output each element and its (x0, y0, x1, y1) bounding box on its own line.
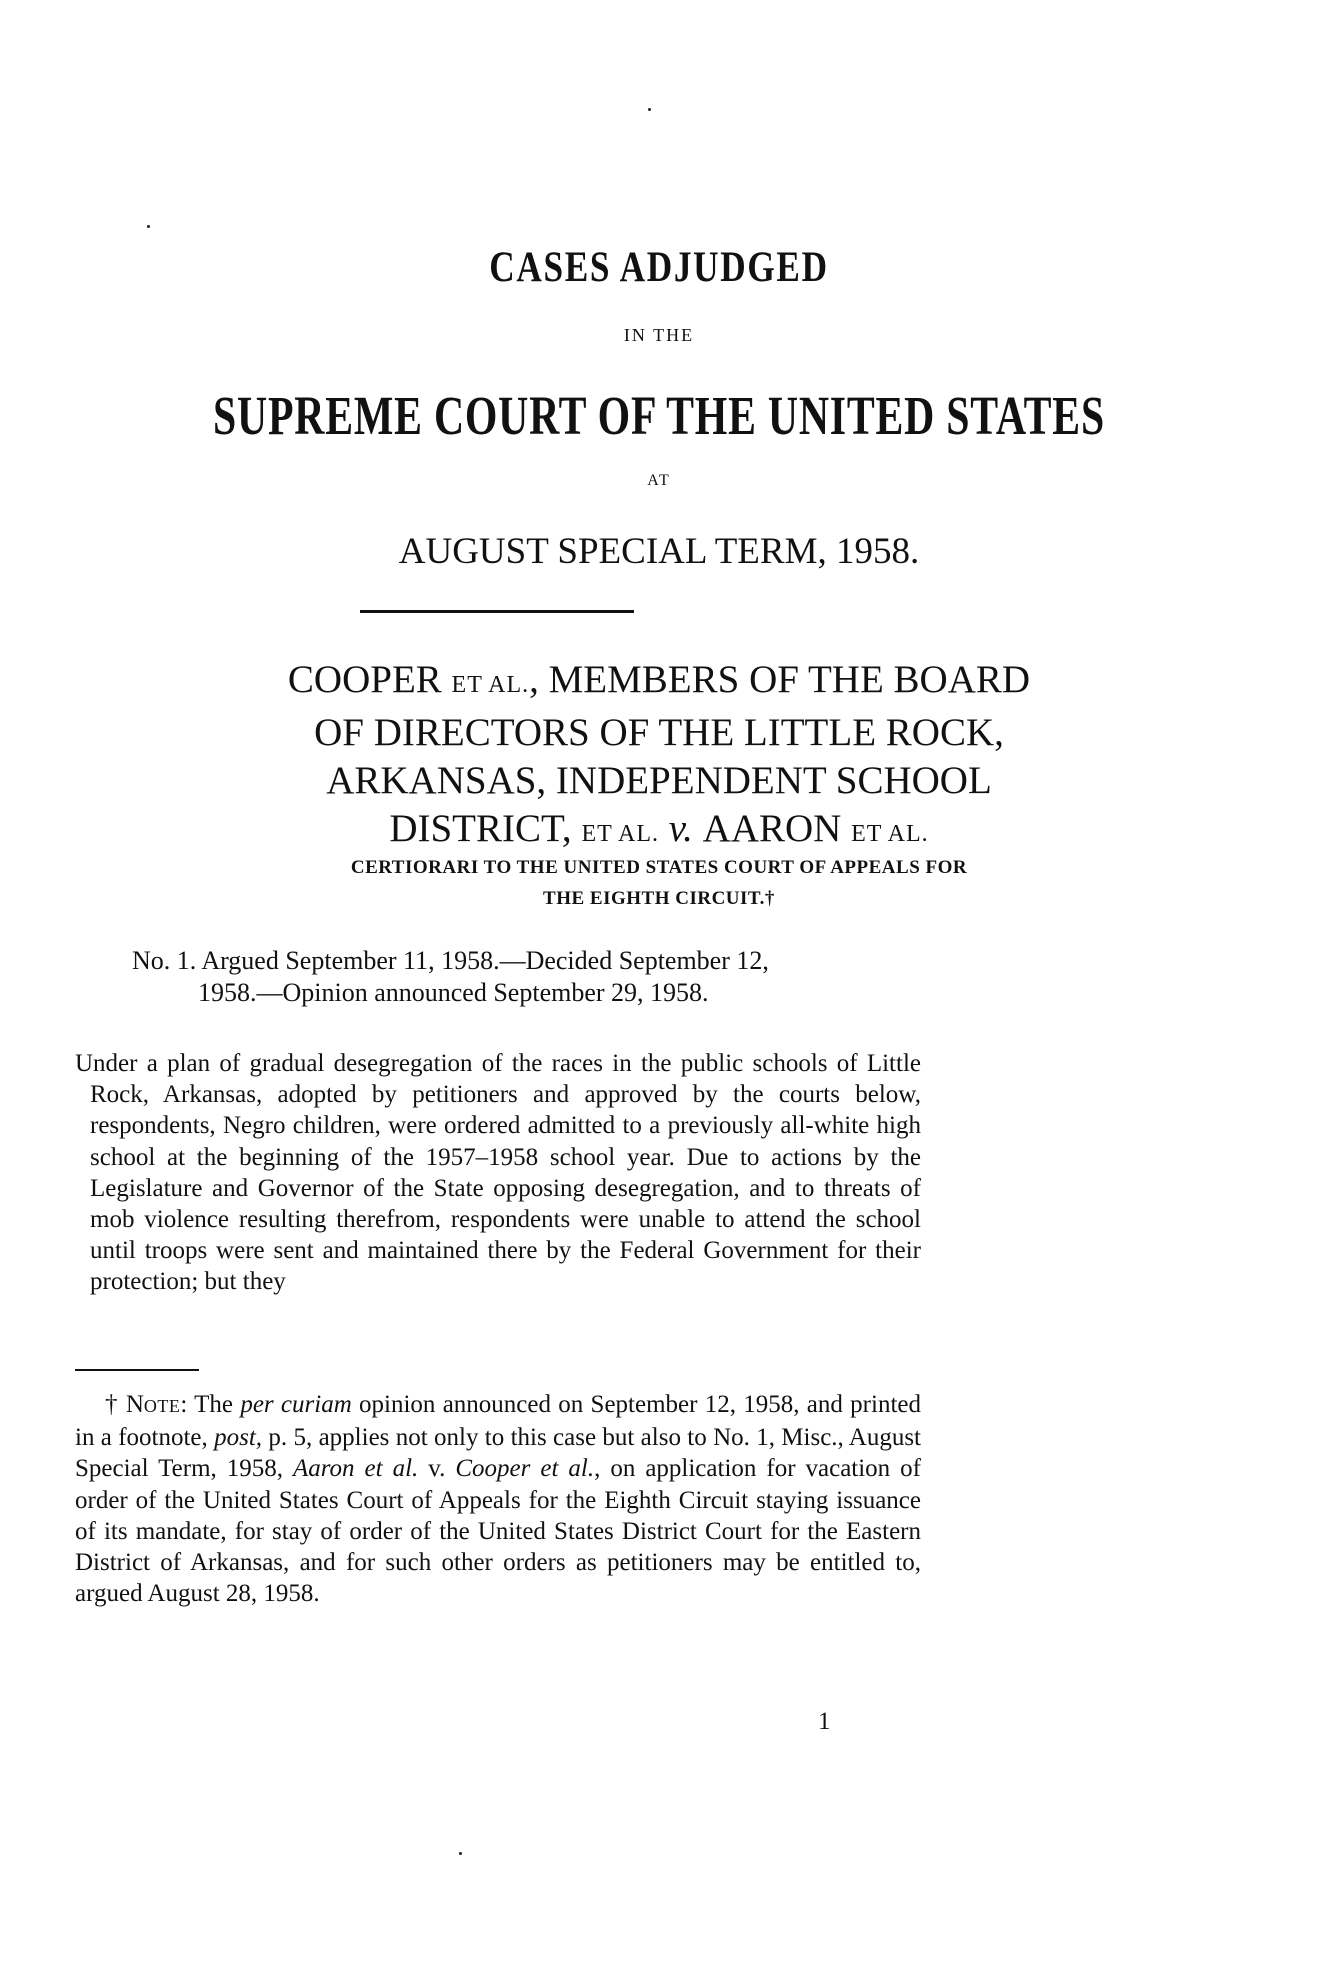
scan-speck (648, 108, 651, 111)
case-title (0, 656, 1318, 858)
docket-info: No. 1. Argued September 11, 1958.—Decided September 12, 1958.—Opinion announced September 29, 1958. (132, 946, 769, 1007)
heading-court-title: SUPREME COURT OF THE UNITED STATES (213, 385, 1105, 446)
case-title-line-2: OF DIRECTORS OF THE LITTLE ROCK, (314, 711, 1004, 754)
heading-at: AT (647, 472, 671, 489)
header-divider (360, 610, 634, 613)
footnote: † NOTE: The per curiam opinion announced on September 12, 1958, and printed in a footnote, post, p. 5, applies not only to this case but also to No. 1, Misc., August Special Term, 1958, Aaron et al. v. Cooper et al., on application for vacation of order of the United States Court of Appeals for the Eighth Circuit staying issuance of its mandate, for stay of order of the United States District Court for the Eastern District of Arkansas, and for such other orders as petitioners may be entitled to, argued August 28, 1958. (75, 1391, 921, 1608)
scan-speck (459, 1852, 462, 1855)
syllabus-paragraph: Under a plan of gradual desegregation of the races in the public schools of Little Rock, Arkansas, adopted by petitioners and approved by the courts below, respondents, Negro children, were ordered admitted to a previously all-white high school at the beginning of the 1957–1958 school year. Due to actions by the Legislature and Governor of the State opposing desegregation, and to threats of mob violence resulting therefrom, respondents were unable to attend the school until troops were sent and maintained there by the Federal Government for their protection; but they (75, 1050, 921, 1296)
case-title-line-3: ARKANSAS, INDEPENDENT SCHOOL (326, 759, 992, 802)
footnote-divider (75, 1369, 199, 1371)
case-title-line-4: DISTRICT, ET AL. v. AARON ET AL. (389, 807, 929, 850)
heading-term: AUGUST SPECIAL TERM, 1958. (398, 531, 920, 572)
scan-speck (147, 225, 150, 228)
heading-cases-adjudged: CASES ADJUDGED (489, 244, 829, 291)
certiorari-line: CERTIORARI TO THE UNITED STATES COURT OF APPEALS FOR THE EIGHTH CIRCUIT.† (350, 857, 968, 909)
page-number: 1 (818, 1708, 831, 1735)
heading-in-the: IN THE (623, 325, 695, 345)
case-title-line-1: COOPER ET AL., MEMBERS OF THE BOARD (287, 658, 1031, 701)
